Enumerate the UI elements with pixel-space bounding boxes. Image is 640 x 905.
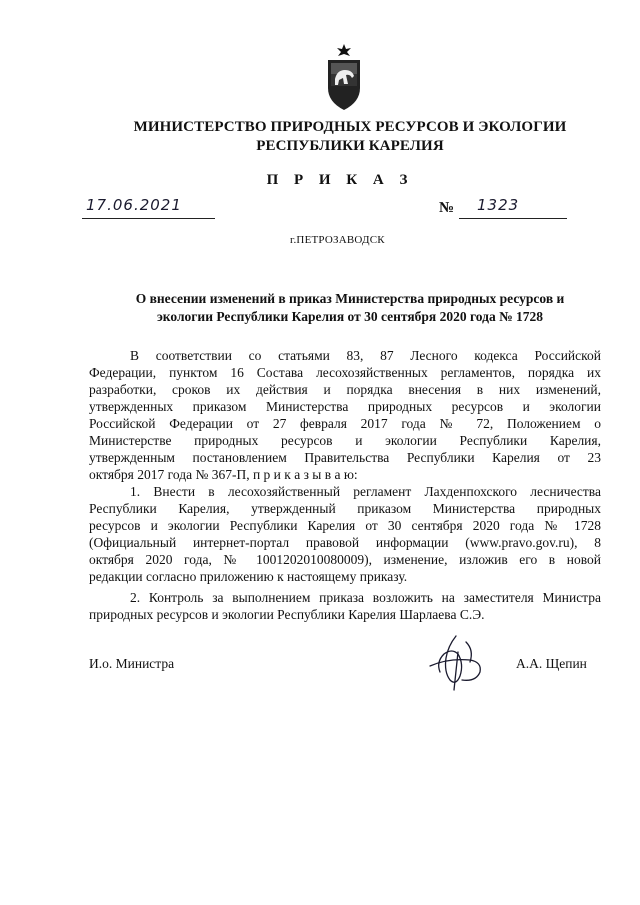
ministry-name-line1: МИНИСТЕРСТВО ПРИРОДНЫХ РЕСУРСОВ И ЭКОЛОГИИ <box>133 119 567 135</box>
subject-line2: экологии Республики Карелия от 30 сентября 2020 года № 1728 <box>156 309 544 324</box>
ministry-name-line2: РЕСПУБЛИКИ КАРЕЛИЯ <box>256 138 444 154</box>
signer-role: И.о. Министра <box>89 656 175 671</box>
handwritten-date: 17.06.2021 <box>86 196 182 214</box>
body-line: утвержденных приказом Министерства природных ресурсов и экологии <box>89 399 601 414</box>
body-line: Республики Карелия, утвержденный приказом Министерства природных <box>89 501 601 516</box>
body-line: октября 2020 года, № 1001202010080009), изменение, изложив его в новой <box>89 552 601 567</box>
body-line: В соответствии со статьями 83, 87 Лесного кодекса Российской <box>130 348 601 363</box>
body-line: Министерстве природных ресурсов и экологии Республики Карелия, <box>89 433 601 448</box>
body-line: редакции согласно приложению к настоящему приказу. <box>89 569 408 584</box>
number-sign: № <box>439 200 455 216</box>
number-field <box>459 196 567 219</box>
body-line: Федерации, пунктом 16 Состава лесохозяйственных регламентов, порядка их <box>89 365 601 380</box>
body-line: (Официальный интернет-портал правовой информации (www.pravo.gov.ru), 8 <box>89 535 601 550</box>
subject-line1: О внесении изменений в приказ Министерства природных ресурсов и <box>135 291 565 306</box>
handwritten-signature <box>418 632 498 694</box>
coat-of-arms-emblem <box>325 44 363 112</box>
city-label: г.ПЕТРОЗАВОДСК <box>290 234 385 246</box>
document-type-title: П Р И К А З <box>266 172 414 188</box>
body-line: 2. Контроль за выполнением приказа возложить на заместителя Министра <box>130 590 601 605</box>
date-field <box>82 196 215 219</box>
body-line: природных ресурсов и экологии Республики Карелия Шарлаева С.Э. <box>89 607 485 622</box>
signer-name: А.А. Щепин <box>516 656 587 671</box>
body-line: ресурсов и экологии Республики Карелия от 30 сентября 2020 года № 1728 <box>89 518 601 533</box>
handwritten-number: 1323 <box>477 196 520 214</box>
body-line: утвержденным постановлением Правительства Республики Карелия от 23 <box>89 450 601 465</box>
body-line: 1. Внести в лесохозяйственный регламент Лахденпохского лесничества <box>130 484 601 499</box>
body-line: октября 2017 года № 367-П, п р и к а з ы в а ю: <box>89 467 358 482</box>
body-line: разработки, сроков их действия и порядка внесения в них изменений, <box>89 382 601 397</box>
body-line: Российской Федерации от 27 февраля 2017 года № 72, Положением о <box>89 416 601 431</box>
